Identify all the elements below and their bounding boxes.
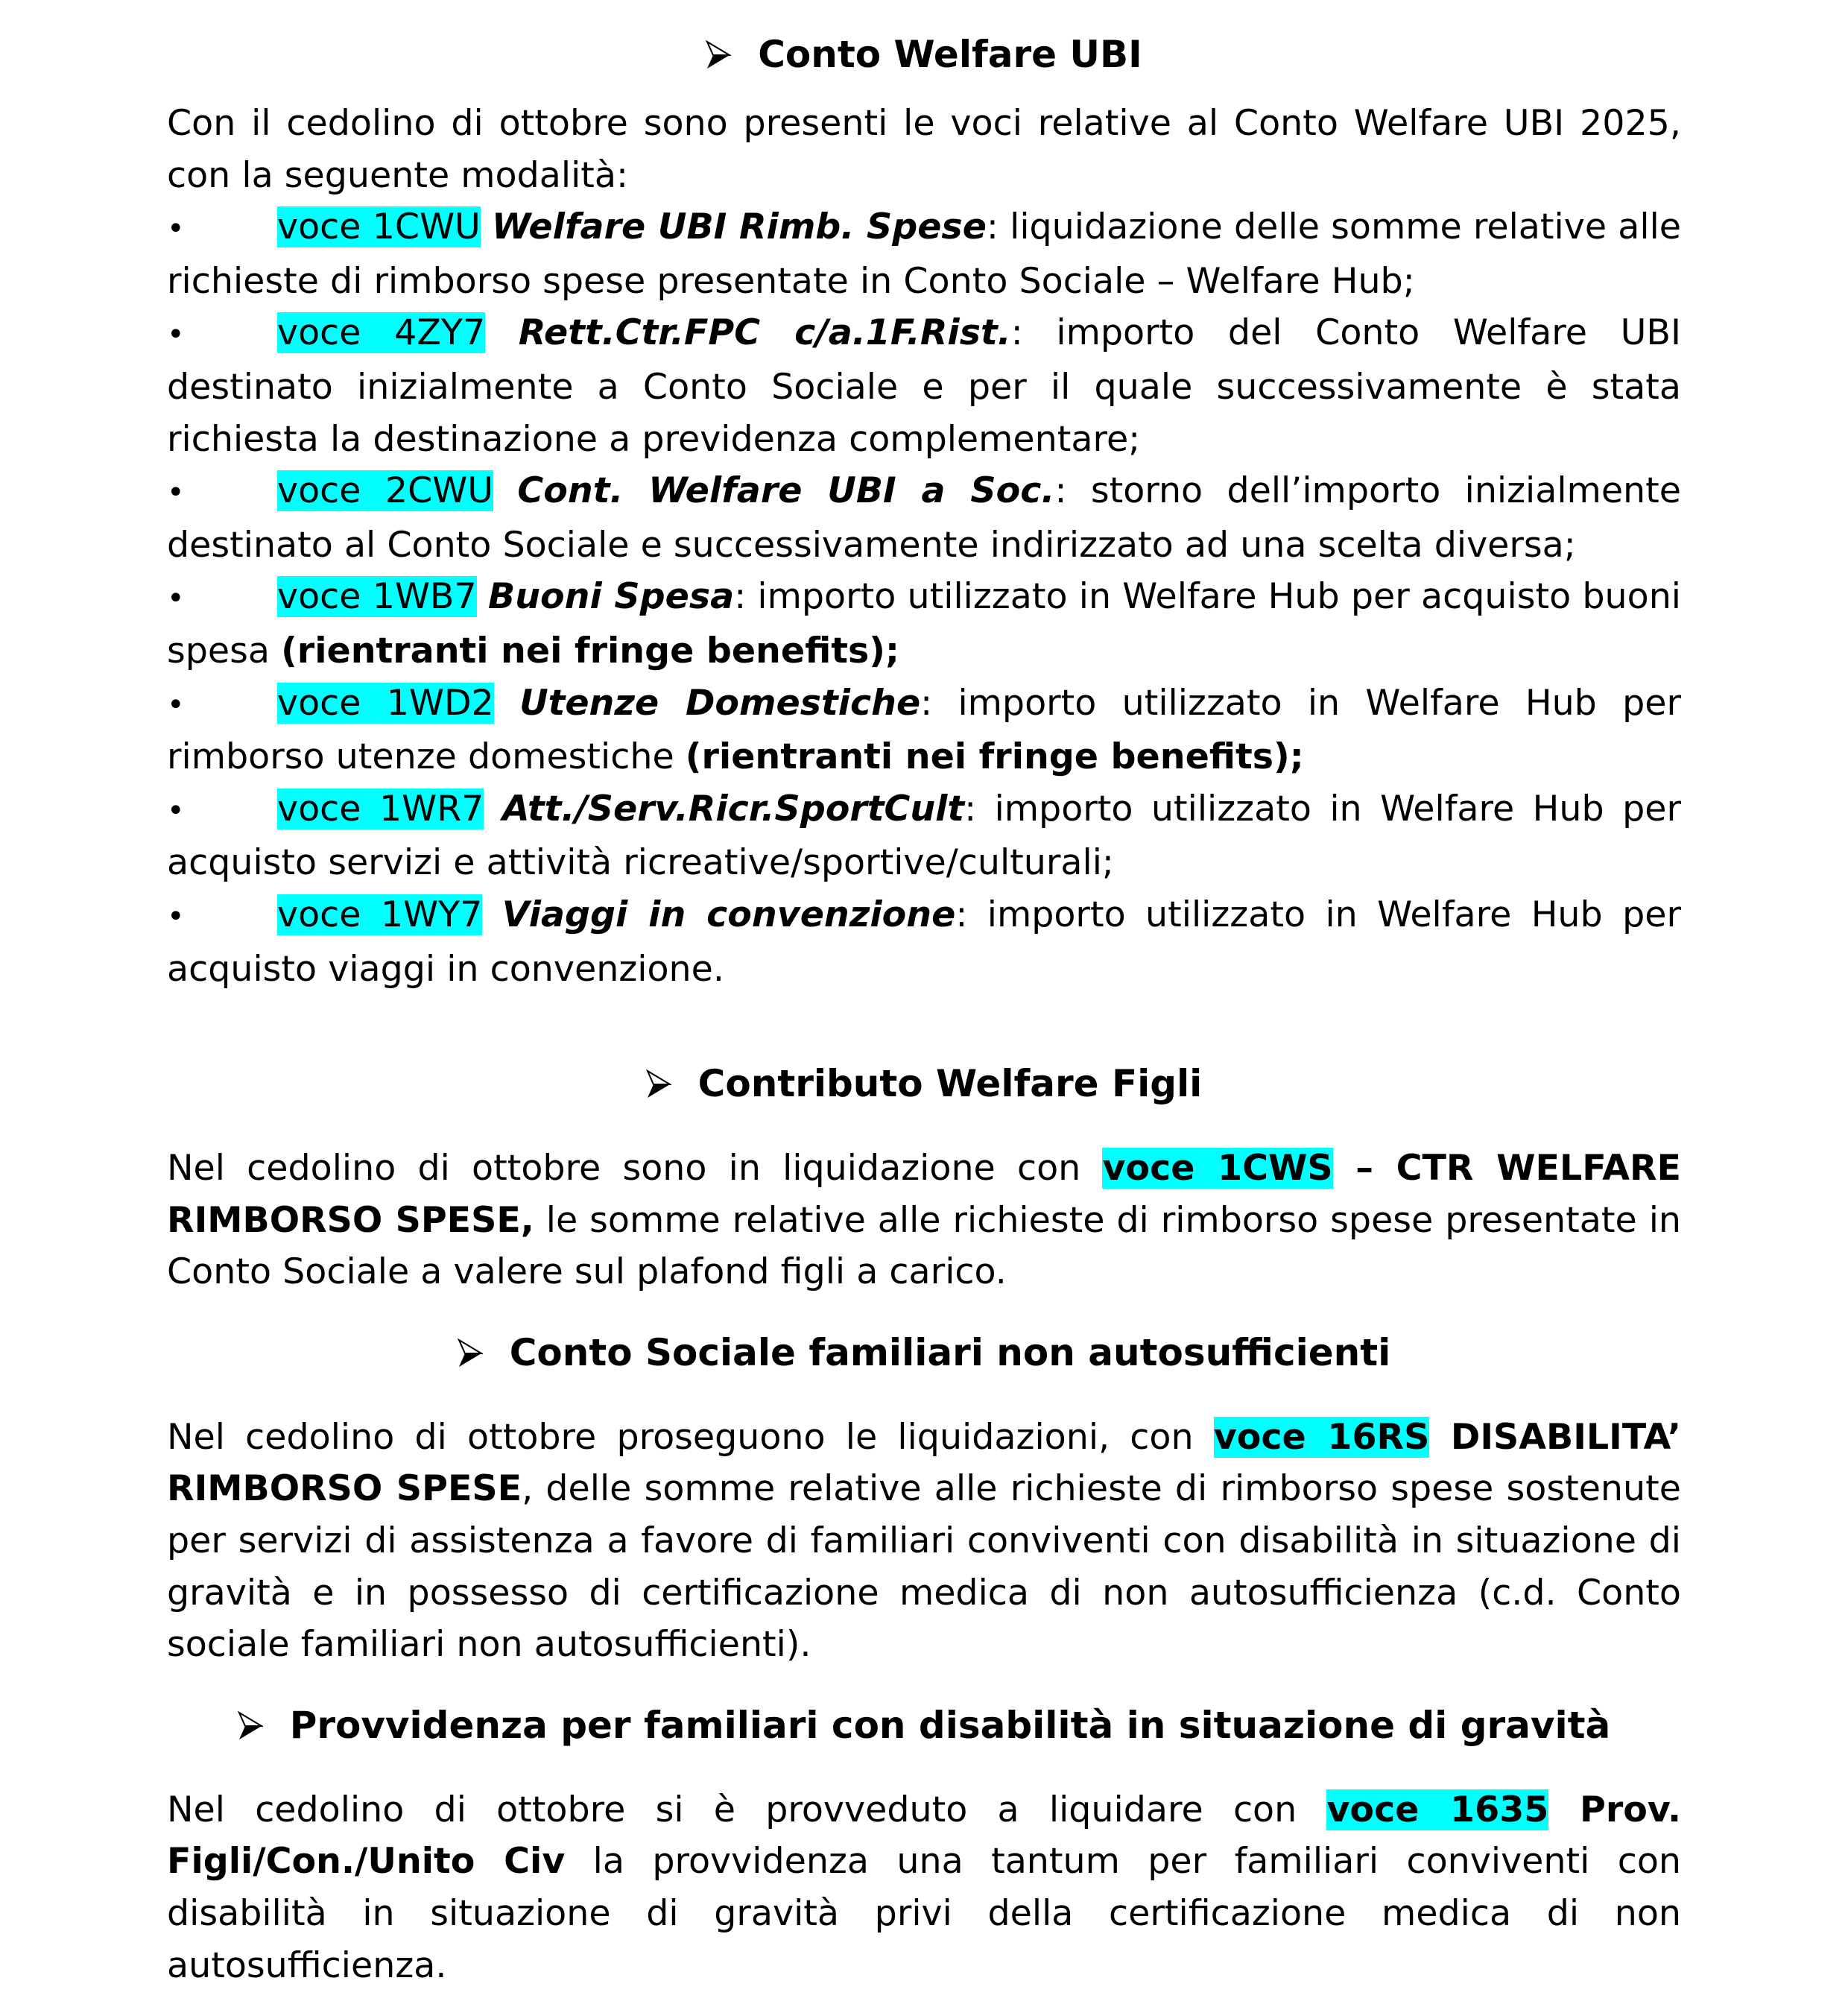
list-item [167, 889, 1681, 995]
voce-description: : liquidazione delle somme relative alle richieste di rimborso spese presentate in Conto Sociale – Welfare Hub; [167, 206, 1681, 302]
voce-description: : importo utilizzato in Welfare Hub per acquisto servizi e attività ricreative/sportive/culturali; [167, 788, 1681, 884]
voce-name: Rett.Ctr.FPC c/a.1F.Rist. [518, 312, 1011, 354]
list-item [167, 783, 1681, 889]
arrow-right-icon [706, 40, 731, 70]
bullet: • [167, 317, 185, 353]
fringe-benefits-note: (rientranti nei fringe benefits); [685, 736, 1304, 778]
section-heading-provvidenza-disabilita: Provvidenza per familiari con disabilità in situazione di gravità [167, 1699, 1681, 1751]
voce-name: Att./Serv.Ricr.SportCult [501, 788, 965, 829]
list-item [167, 201, 1681, 307]
arrow-right-icon [458, 1339, 483, 1368]
section-heading-conto-sociale-non-autosufficienti: Conto Sociale familiari non autosufficienti [167, 1327, 1681, 1379]
voce-code: voce 1WB7 [277, 576, 477, 618]
voce-code: voce 1WD2 [277, 682, 494, 724]
voce-name: Viaggi in convenzione [501, 894, 956, 935]
voce-name: Utenze Domestiche [519, 682, 921, 724]
voce-name: Prov. Figli/Con./Unito Civ [167, 1789, 1682, 1883]
arrow-right-icon [646, 1069, 671, 1099]
voce-code: voce 1WY7 [277, 894, 483, 935]
voce-description: : importo utilizzato in Welfare Hub per rimborso utenze domestiche [167, 682, 1681, 778]
section-paragraph: Nel cedolino di ottobre sono in liquidazione con voce 1CWS – CTR WELFARE RIMBORSO SPESE, le somme relative alle richieste di rimborso spese presentate in Conto Sociale a valere sul plafond figli a carico. [167, 1148, 1681, 1293]
voce-code: voce 16RS [1213, 1416, 1430, 1458]
list-item [167, 571, 1681, 677]
voce-name: Cont. Welfare UBI a Soc. [517, 470, 1055, 512]
voce-name: Welfare UBI Rimb. Spese [492, 206, 987, 248]
voce-description: : importo utilizzato in Welfare Hub per acquisto buoni spesa [167, 576, 1681, 671]
list-item [167, 307, 1681, 465]
voce-code: voce 1CWS [1102, 1148, 1333, 1189]
bullet: • [167, 899, 185, 934]
voce-code: voce 4ZY7 [277, 312, 486, 354]
bullet: • [167, 212, 185, 247]
section-heading-contributo-welfare-figli: Contributo Welfare Figli [167, 1058, 1681, 1110]
voce-code: voce 1WR7 [277, 788, 484, 829]
voce-code: voce 1635 [1326, 1789, 1549, 1830]
voce-description: : storno dell’importo inizialmente destinato al Conto Sociale e successivamente indirizzato ad una scelta diversa; [167, 470, 1682, 566]
section-paragraph: Nel cedolino di ottobre si è provveduto a liquidare con voce 1635 Prov. Figli/Con./Unito Civ la provvidenza una tantum per familiari conviventi con disabilità in situazione di gravità privi della certificazione medica di non autosufficienza. [167, 1789, 1682, 1986]
arrow-right-icon [238, 1711, 263, 1741]
voce-name: Buoni Spesa [488, 576, 735, 618]
list-item [167, 677, 1681, 783]
voce-name: – CTR WELFARE RIMBORSO SPESE, [167, 1148, 1681, 1241]
voce-description: : importo utilizzato in Welfare Hub per acquisto viaggi in convenzione. [167, 894, 1681, 990]
intro-paragraph: Con il cedolino di ottobre sono presenti le voci relative al Conto Welfare UBI 2025, con la seguente modalità: [167, 103, 1681, 196]
bullet: • [167, 687, 185, 722]
voce-description: : importo del Conto Welfare UBI destinato inizialmente a Conto Sociale e per il quale successivamente è stata richiesta la destinazione a previdenza complementare; [167, 312, 1681, 460]
list-item [167, 465, 1681, 571]
bullet: • [167, 581, 185, 616]
section-heading-conto-welfare-ubi: Conto Welfare UBI [167, 28, 1681, 80]
section-paragraph: Nel cedolino di ottobre proseguono le liquidazioni, con voce 16RS DISABILITA’ RIMBORSO SPESE, delle somme relative alle richieste di rimborso spese sostenute per servizi di assistenza a favore di familiari conviventi con disabilità in situazione di gravità e in possesso di certificazione medica di non autosufficienza (c.d. Conto sociale familiari non autosufficienti). [167, 1416, 1681, 1666]
bullet: • [167, 475, 185, 511]
bullet: • [167, 793, 185, 828]
voce-name: DISABILITA’ RIMBORSO SPESE [167, 1416, 1681, 1510]
voce-code: voce 2CWU [277, 470, 494, 512]
voce-code: voce 1CWU [277, 206, 481, 248]
fringe-benefits-note: (rientranti nei fringe benefits); [281, 630, 899, 671]
document-page [167, 0, 1681, 1991]
